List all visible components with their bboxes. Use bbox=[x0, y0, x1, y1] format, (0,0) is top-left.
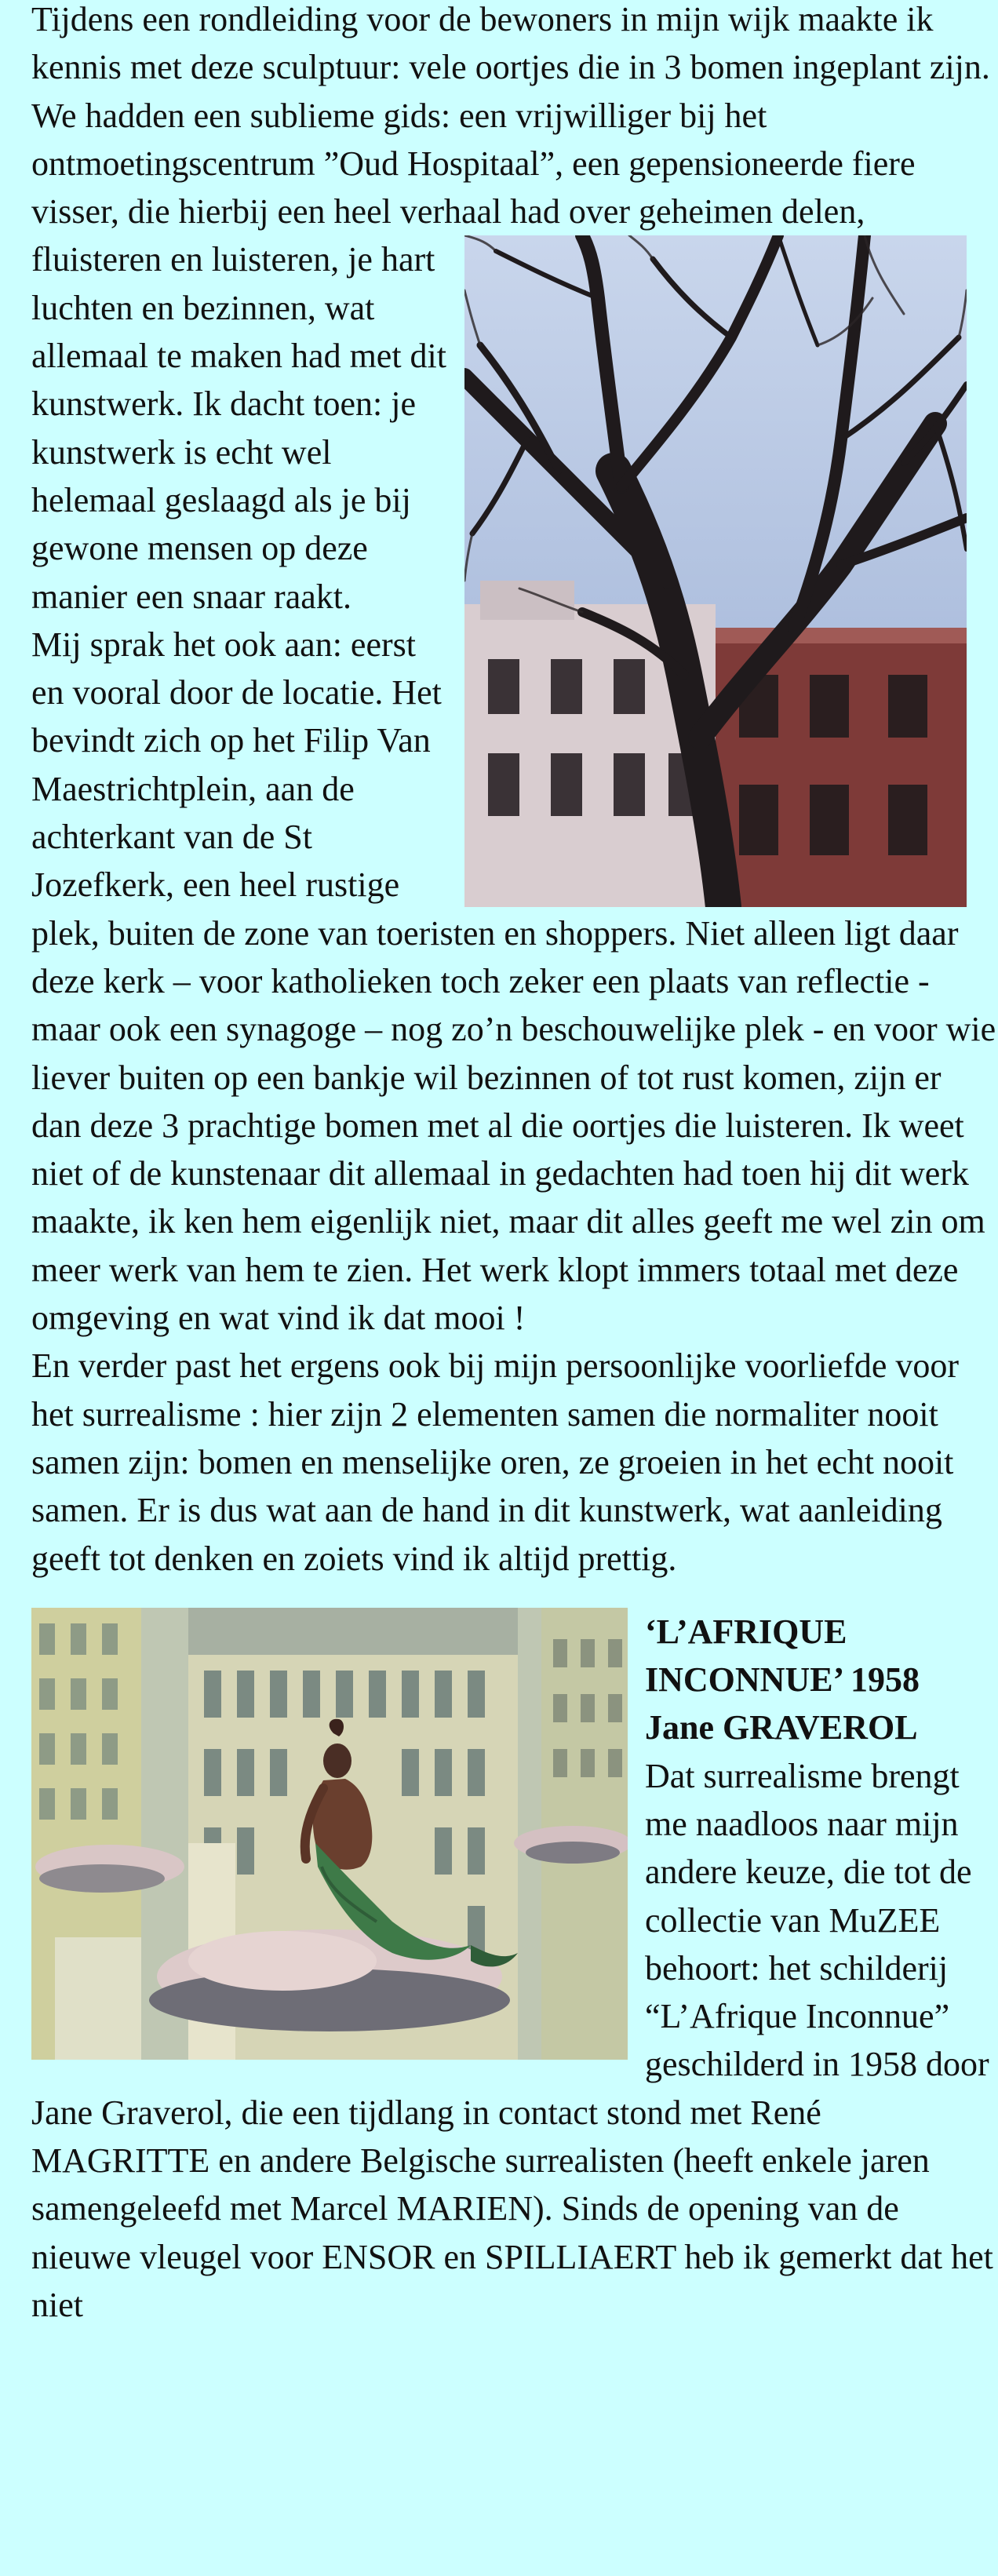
intro-text: Tijdens een rondleiding voor de bewoners in mijn wijk maakte ik kennis met deze sculptuur: vele oortjes die in 3 bomen ingeplant zijn. We hadden een sublieme gids: een vrijwilliger bij het ontmoetingscentrum ”Oud Hospitaal”, een gepensioneerde fiere visser, die hierbij een heel verhaal had over geheimen delen, bbox=[31, 0, 990, 231]
tree-photo bbox=[464, 235, 967, 907]
painting-artist-heading: Jane GRAVEROL bbox=[645, 1708, 918, 1747]
painting-l-afrique-inconnue bbox=[31, 1608, 628, 2060]
painting-image bbox=[31, 1608, 628, 2060]
story-text: fluisteren en luisteren, je hart luchten en bezinnen, wat allemaal te maken had met dit kunstwerk. Ik dacht toen: je kunstwerk is echt wel helemaal geslaagd als je bij gewone mensen op deze manier een snaar raakt. bbox=[31, 240, 447, 616]
location-text: Mij sprak het ook aan: eerst en vooral door de locatie. Het bevindt zich op het Filip Van Maestrichtplein, aan de achterkant van de St Jozefkerk, een heel rustige plek, buiten de zone van toeristen en shoppers. Niet alleen ligt daar deze kerk – voor katholieken toch zeker een plaats van reflectie - maar ook een synagoge – nog zo’n beschouwelijke plek - en voor wie liever buiten op een bankje wil bezinnen of tot rust komen, zijn er dan deze 3 prachtige bomen met al die oortjes die luisteren. Ik weet niet of de kunstenaar dit allemaal in gedachten had toen hij dit werk maakte, ik ken hem eigenlijk niet, maar dit alles geeft me wel zin om meer werk van hem te zien. Het werk klopt immers totaal met deze omgeving en wat vind ik dat mooi ! bbox=[31, 625, 996, 1338]
intro-paragraph bbox=[31, 0, 996, 235]
surrealism-text: En verder past het ergens ook bij mijn persoonlijke voorliefde voor het surrealisme : hier zijn 2 elementen samen die normaliter nooit samen zijn: bomen en menselijke oren, ze groeien in het echt nooit samen. Er is dus wat aan de hand in dit kunstwerk, wat aanleiding geeft tot denken en zoiets vind ik altijd prettig. bbox=[31, 1346, 960, 1578]
section-spacer bbox=[31, 1583, 998, 1608]
painting-title-heading: ‘L’AFRIQUE INCONNUE’ 1958 bbox=[645, 1612, 920, 1700]
painting-description-text: Dat surrealisme brengt me naadloos naar mijn andere keuze, die tot de collectie van MuZEE behoort: het schilderij “L’Afrique Inconnue” geschilderd in 1958 door Jane Graverol, die een tijdlang in contact stond met René MAGRITTE en andere Belgische surrealisten (heeft enkele jaren samengeleefd met Marcel MARIEN). Sinds de opening van de nieuwe vleugel voor ENSOR en SPILLIAERT heb ik gemerkt dat het niet bbox=[31, 1756, 993, 2324]
tree-photo-image bbox=[464, 235, 967, 907]
